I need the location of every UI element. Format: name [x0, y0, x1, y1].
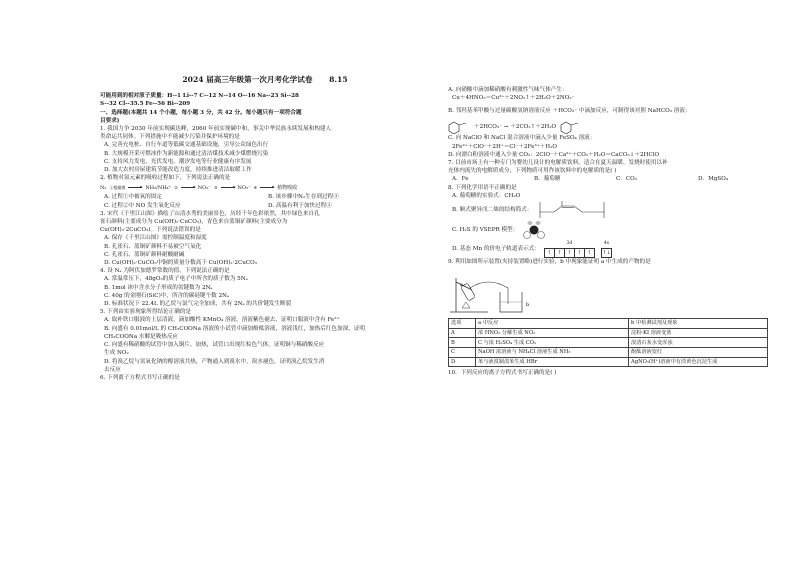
q5-option-d-cont: 去反应 — [104, 366, 121, 373]
question-1: 1. 我国力争 2030 年前实现碳达峰，2060 年前实现碳中和，事关中华民族永续发展和构建人 — [100, 126, 332, 133]
question-4: 4. 设 Nₐ 为阿伏加德罗常数的值，下列说法正确的是 — [100, 268, 230, 275]
flow-arrow-icon — [221, 187, 235, 188]
right-column — [448, 86, 778, 377]
question-8: 8. 下列化学用语不正确的是 — [448, 184, 517, 191]
q5-option-a: A. 取补铁口服液的上层清液，滴加酸性 KMnO₄ 溶液，溶液紫色褪去，证明口服液中含有 Fe²⁺ — [104, 317, 340, 324]
flow-arrow-icon — [260, 187, 274, 188]
table-cell: 酚酞溶液变红 — [629, 348, 768, 358]
q8-option-a: A. 葡萄糖的实验式：CH₂O — [452, 192, 521, 199]
left-column — [100, 76, 430, 382]
q5-option-b-cont: CH₃COONa 水解是吸热反应 — [104, 333, 179, 340]
q4-option-a: A. 常温常压下，48gO₃的质子电子中所含的质子数为 5Nₐ — [104, 276, 248, 283]
orbital-label-3d: 3d — [566, 240, 573, 246]
q6-option-a-eq: Cu＋4HNO₃＝Cu²⁺＋2NO₂↑＋2H₂O＋2NO₃⁻ — [452, 95, 575, 102]
section1-header: 一、选择题(本题共 14 个小题，每小题 3 分，共 42 分。每小题只有一项符合题 — [100, 109, 302, 116]
atomic-masses: 可能用到的相对原子质量：H--1 Li--7 C--12 N--14 O--16 Na--23 Si--28 — [100, 93, 299, 100]
orbital-pair-arrow-icon: ↑↓ — [602, 250, 611, 257]
q2-option-b: B. 该步骤中N₂生存到过程④ — [268, 194, 339, 201]
question-1-cont: 类命运共同体。下列措施中不能减少污染并保护环境的是 — [100, 134, 240, 141]
table-cell: 苯与液溴制溴苯生成 HBr — [476, 357, 629, 367]
benzene-ring-icon — [560, 121, 582, 134]
flow-step1: ①根瘤菌 — [109, 184, 126, 190]
q3-option-d: D. Cu(OH)₂·CuCO₃中铜的质量分数高于 Cu(OH)₂·2CuCO₃ — [104, 260, 257, 267]
question-2: 2. 植物对氮元素的吸收过程如下，下列说法正确的是 — [100, 175, 231, 182]
h2s-vsepr-model-icon — [522, 220, 546, 240]
orbital-up-arrow-icon: ↑ — [545, 249, 555, 257]
orbital-3d-boxes — [544, 248, 595, 258]
flow-n2: N₂ — [100, 184, 107, 191]
q6-option-b-eq: ＋2HCO₃⁻ → ＋2CO₂↑＋2H₂O — [474, 124, 557, 131]
orbital-diagram — [544, 240, 612, 258]
q7-option-c: C．CO₂ — [616, 176, 637, 183]
lab-apparatus-icon — [448, 268, 538, 316]
flow-arrow-icon — [128, 187, 142, 188]
orbital-label-4s: 4s — [603, 240, 609, 246]
table-cell: 溴清石灰水变浑浊 — [629, 338, 768, 348]
q1-option-b: B. 大规模开采可燃冰作为新能源和通过清洁煤技术减少煤燃烧污染 — [104, 150, 269, 157]
orbital-up-arrow-icon: ↑ — [575, 249, 585, 257]
q4-option-d: D. 标准状况下 22.4L 的乙烷与氯气完全加成，共有 2Nₐ 的共价键发生断裂 — [104, 301, 292, 308]
question-3-cont2: Cu(OH)₂·2CuCO₃)。下列说法错误的是 — [100, 227, 201, 234]
orbital-up-arrow-icon: ↑ — [587, 250, 592, 257]
table-cell: D — [449, 357, 476, 367]
question-7: 7. 目前市场上有一种专门为婴幼儿设计的电解质饮料，适合在夏天温暖、发烧时使用以补 — [448, 160, 668, 167]
table-cell: C — [449, 348, 476, 358]
flow-plant: 植物吸收 — [277, 184, 298, 191]
experiment-table — [448, 318, 768, 367]
q2-option-d: D. 高温有利于加快过程④ — [268, 202, 332, 209]
table-cell: 淀粉-KI 溶液变蓝 — [629, 328, 768, 338]
q5-option-b: B. 向盛有 0.01mol/L 的 CH₃COONa 溶液的小试管中滴加酚酞溶液，溶液浅红，加热后红色加深，证明 — [104, 325, 365, 332]
flow-step4: ④ — [253, 184, 258, 190]
q3-option-b: B. 孔雀石、蓝铜矿颜料不易被空气氧化 — [104, 243, 202, 250]
q8-option-d: D. 基态 Mn 的价电子轨道表示式： — [452, 245, 540, 252]
flow-step2: ② — [174, 184, 178, 190]
q7-option-d: D．MgSO₄ — [698, 176, 729, 183]
table-header-row — [449, 319, 768, 329]
q6-option-b-row — [448, 102, 778, 120]
q1-option-c: C. 支持风力发电、光伏发电、潮汐发电等行业健康有序发展 — [104, 158, 252, 165]
table-cell: B — [449, 338, 476, 348]
q2-options-row2 — [100, 202, 430, 210]
question-3-cont: 雀石颜料(主要成分为 Cu(OH)₂·CuCO₃)，青色来自蓝铜矿颜料(主要成分为 — [100, 219, 288, 226]
q2-option-c: C. 过程②中 NO 发生氧化反应 — [104, 202, 181, 209]
table-cell: 浓 HNO₃ 分解生成 NO₂ — [476, 328, 629, 338]
table-cell: AgNO₃(H⁺)溶液中有淡黄色沉淀生成 — [629, 357, 768, 367]
orbital-up-arrow-icon: ↑ — [555, 249, 565, 257]
q5-option-d: D. 将溴乙烷与氢氧化钠的醇溶液共热，产物通入到溴水中，溴水褪色，证明溴乙烷发生消 — [104, 358, 325, 365]
exam-date: 8.15 — [329, 75, 348, 84]
q4-option-b: B. 1mol 冰中含水分子形成的氢键数为 2Nₐ — [104, 284, 213, 291]
question-9: 9. 利用如图所示装置(夹持装置略)进行实验，b 中现象能证明 a 中生成的产物的是 — [448, 259, 651, 266]
q7-options-row — [448, 175, 778, 183]
q6-option-d: D. 向漂白粉溶液中通入少量 CO₂：2ClO⁻＋Ca²⁺＋CO₂＋H₂O＝CaCO₃↓＋2HClO — [448, 151, 660, 158]
apparatus-label-b: b — [526, 302, 530, 309]
section1-header-2: 目要求) — [100, 117, 120, 124]
table-row — [449, 357, 768, 367]
table-cell: A — [449, 328, 476, 338]
q3-option-a: A. 保存《千里江山图》需控制温度和湿度 — [104, 235, 207, 242]
q5-option-c: C. 向盛有稀硝酸的试管中加入铜片，加热，试管口出现红棕色气体，证明铜与稀硝酸反应 — [104, 342, 325, 349]
q6-option-b: B. 邻羟基苯甲酸与过量碳酸氢钠溶液反应 ＋HCO₃⁻ 中滴加反应，可制得该对照 NaHCO₃ 溶液： — [448, 108, 691, 115]
flow-arrow-icon — [181, 187, 195, 188]
q1-option-d: D. 加大农村房屋建筑节能改造力度，持续推进清洁取暖工作 — [104, 167, 252, 174]
q2-options-row1 — [100, 193, 430, 201]
flow-step3: ③ — [213, 184, 218, 190]
polyisoprene-structure-icon — [536, 200, 608, 220]
flow-no2: NO₂⁻ — [197, 184, 211, 191]
question-6: 6. 下列离子方程式书写正确的是 — [100, 374, 180, 381]
q2-option-a: A. 过程①中被氧的固定 — [104, 194, 162, 201]
flow-nh3: NH₃/NH₄⁺ — [145, 184, 172, 191]
table-row — [449, 338, 768, 348]
question-7-cont: 充体内流失的电解质成分，下列物质可用作该饮料中的电解质的是( ) — [448, 168, 617, 175]
q1-option-a: A. 完善充电桩、自行车道等低碳交通基础设施，引导公众绿色出行 — [104, 142, 269, 149]
question-10: 10．下列反应的离子方程式书写正确的是( ) — [448, 370, 557, 377]
q6-option-c: C. 向 NaClO 和 NaCl 混合溶液中滴入少量 FeSO₄ 溶液： — [448, 135, 596, 142]
q8-option-c-row — [448, 220, 778, 240]
q5-option-c-cont: 生成 NO₂ — [104, 350, 129, 357]
q7-option-a: A．Fe — [452, 176, 469, 183]
table-row — [449, 328, 768, 338]
q6-option-b-eq-row — [448, 120, 778, 134]
atomic-masses-2: S--32 Cl--35.5 Fe--56 Bi--209 — [100, 101, 191, 108]
q6-option-c-eq: 2Fe²⁺＋ClO⁻＋2H⁺＝Cl⁻＋2Fe³⁺＋H₂O — [452, 143, 557, 150]
q4-option-c: C. 40g 的金刚石(SiC)中，所含的碳硅键个数 2Nₐ — [104, 292, 230, 299]
q7-option-b: B．葡萄糖 — [534, 176, 561, 183]
orbital-up-arrow-icon: ↑ — [565, 249, 575, 257]
table-header-cell: 选项 — [449, 319, 476, 329]
benzene-ring-icon — [448, 121, 470, 134]
q8-option-d-row — [448, 240, 778, 258]
nitrogen-flow-diagram — [100, 182, 430, 193]
apparatus-label-a: a — [460, 282, 463, 289]
question-5: 5. 下列由实验现象所得结论正确的是 — [100, 309, 192, 316]
flow-no3: NO₃⁻ — [237, 184, 251, 191]
q6-option-a: A. 向硝酸中滴加稀硝酸有刺激性气味气体产生： — [448, 87, 568, 93]
orbital-4s-box — [601, 248, 612, 258]
exam-title — [100, 76, 430, 84]
table-cell: C 与浓 H₂SO₄ 生成 CO₂ — [476, 338, 629, 348]
table-header-cell: a 中反应 — [476, 319, 629, 329]
q8-option-b-row — [448, 200, 778, 220]
table-row — [449, 348, 768, 358]
q3-option-c: C. 孔雀石、蓝铜矿颜料耐酸耐碱 — [104, 251, 185, 258]
question-3: 3. 宋代《千里江山图》描绘了山清水秀的美丽景色，历经千年色彩依然，其中绿色来自孔 — [100, 210, 320, 217]
apparatus-figure — [448, 268, 778, 316]
table-cell: NaOH 浓溶液与 NH₄Cl 溶液生成 NH₃ — [476, 348, 629, 358]
q8-option-b: B. 顺式聚异戊二烯的结构简式： — [452, 206, 533, 213]
table-header-cell: b 中检测试剂及现象 — [629, 319, 768, 329]
q8-option-c: C. H₂S 的 VSEPR 模型： — [452, 226, 519, 233]
exam-title-text: 2024 届高三年级第一次月考化学试卷 — [182, 75, 313, 84]
